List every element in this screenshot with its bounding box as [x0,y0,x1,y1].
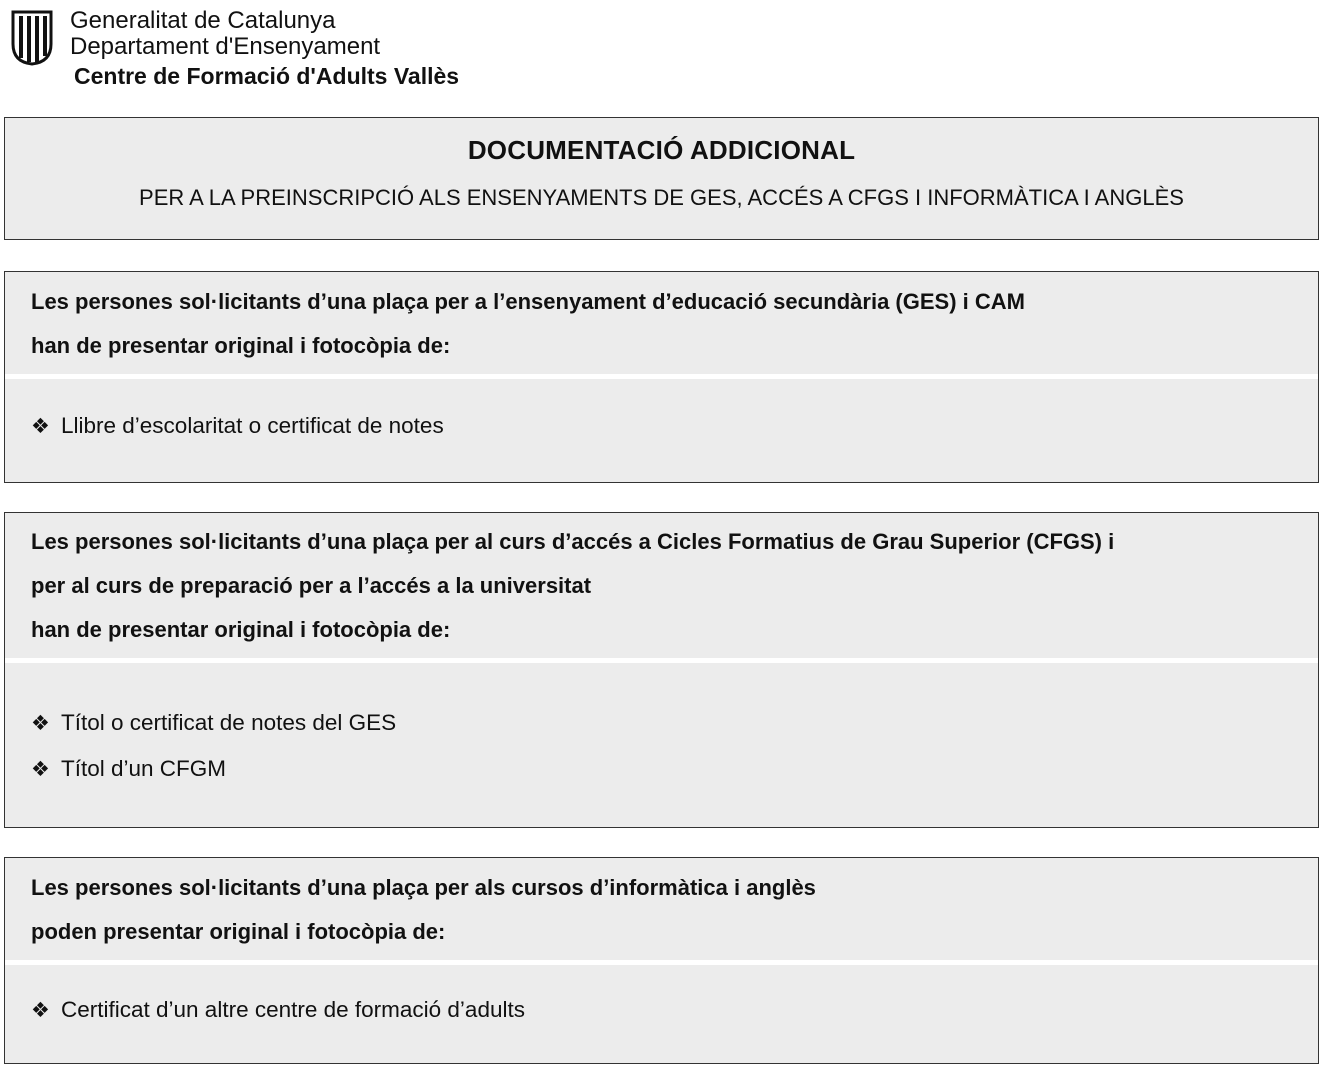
list-item-text: Títol d’un CFGM [61,756,227,781]
list-item [31,709,396,738]
section-heading-line: Les persones sol·licitants d’una plaça per al curs d’accés a Cicles Formatius de Grau Superior (CFGS) i [31,529,1115,554]
section-heading-line: per al curs de preparació per a l’accés a la universitat [31,573,592,598]
section-divider [5,658,1318,663]
list-item-text: Títol o certificat de notes del GES [61,710,397,735]
diamond-bullet-icon: ❖ [31,415,50,438]
section-ges-cam [4,271,1319,483]
list-item-text: Llibre d’escolaritat o certificat de notes [61,413,444,438]
list-item [31,996,525,1025]
diamond-bullet-icon: ❖ [31,999,50,1022]
section-heading-line: han de presentar original i fotocòpia de: [31,617,451,642]
centre-name: Centre de Formació d'Adults Vallès [74,63,460,89]
section-cfgs-universitat [4,512,1319,828]
section-informatica-angles [4,857,1319,1064]
section-heading-line: Les persones sol·licitants d’una plaça per als cursos d’informàtica i anglès [31,875,816,900]
page-header [8,6,608,96]
section-divider [5,374,1318,379]
list-item [31,755,226,784]
department-name: Departament d'Ensenyament [70,33,381,60]
section-heading-line: Les persones sol·licitants d’una plaça per a l’ensenyament d’educació secundària (GES) i CAM [31,289,1025,314]
section-divider [5,960,1318,965]
diamond-bullet-icon: ❖ [31,712,50,735]
org-name: Generalitat de Catalunya [70,7,336,34]
title-box [4,117,1319,240]
page-title: DOCUMENTACIÓ ADDICIONAL [467,135,856,165]
section-heading-line: han de presentar original i fotocòpia de: [31,333,451,358]
list-item-text: Certificat d’un altre centre de formació d’adults [61,997,525,1022]
list-item [31,412,444,441]
section-heading-line: poden presentar original i fotocòpia de: [31,919,446,944]
diamond-bullet-icon: ❖ [31,758,50,781]
catalonia-coat-of-arms-icon [10,10,54,66]
page-subtitle: PER A LA PREINSCRIPCIÓ ALS ENSENYAMENTS DE GES, ACCÉS A CFGS I INFORMÀTICA I ANGLÈS [139,185,1184,210]
